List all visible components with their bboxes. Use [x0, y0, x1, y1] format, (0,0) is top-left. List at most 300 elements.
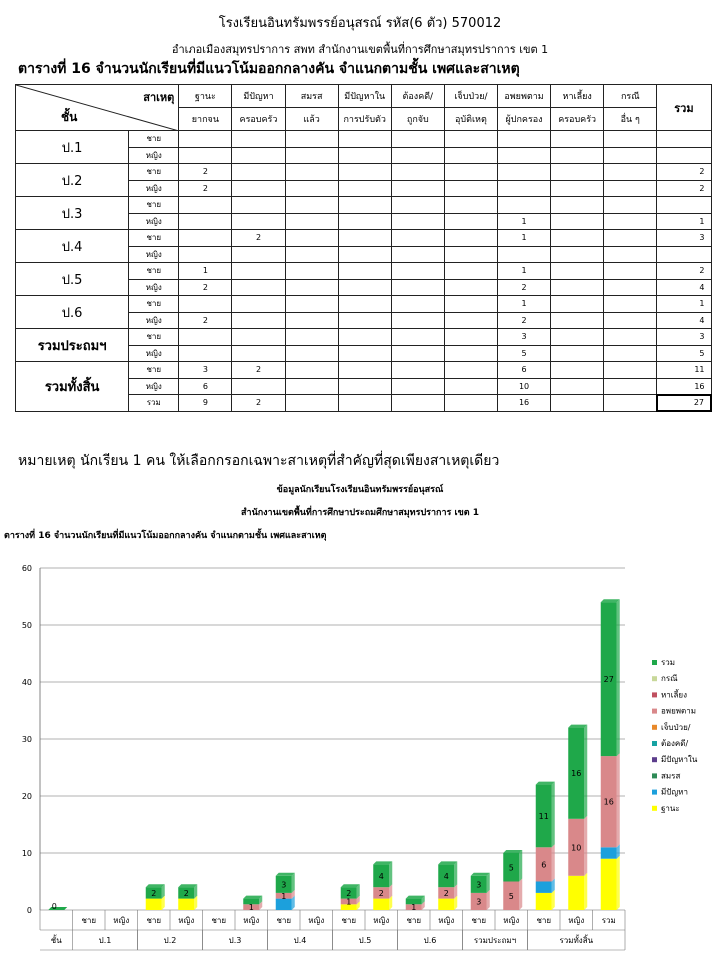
- table-row: [16, 131, 712, 148]
- value-cell: [551, 164, 604, 181]
- total-cell: 3: [657, 329, 711, 346]
- value-cell: 2: [497, 312, 550, 329]
- value-cell: [444, 329, 497, 346]
- school-header: โรงเรียนอินทรัมพรรย์อนุสรณ์ รหัส(6 ตัว) 570012: [218, 16, 502, 31]
- y-tick-label: 10: [21, 849, 32, 858]
- total-cell: [657, 131, 711, 148]
- legend-entry: ฐานะ: [661, 803, 680, 813]
- value-cell: [285, 378, 338, 395]
- value-cell: [551, 147, 604, 164]
- value-cell: [285, 362, 338, 379]
- data-label: 4: [378, 871, 384, 881]
- x-tick-label: หญิง: [308, 916, 325, 925]
- sex-label: ชาย: [129, 329, 179, 346]
- value-cell: [444, 230, 497, 247]
- value-cell: [551, 296, 604, 313]
- value-cell: [232, 378, 285, 395]
- value-cell: [232, 147, 285, 164]
- value-cell: [551, 378, 604, 395]
- legend-entry: รวม: [661, 658, 676, 667]
- sex-label: ชาย: [129, 230, 179, 247]
- legend-swatch: [652, 741, 657, 746]
- bar-segment-side: [292, 873, 295, 893]
- value-cell: 1: [179, 263, 232, 280]
- total-cell: 4: [657, 312, 711, 329]
- value-cell: [391, 213, 444, 230]
- bar-segment: [146, 899, 162, 910]
- total-cell: [657, 147, 711, 164]
- bar-segment-side: [487, 873, 490, 893]
- value-cell: [338, 395, 391, 412]
- sex-label: หญิง: [129, 246, 179, 263]
- legend-swatch: [652, 692, 657, 697]
- data-label: 16: [571, 769, 582, 779]
- y-tick-label: 0: [26, 906, 32, 915]
- x-tick-label: ชาย: [471, 916, 487, 925]
- y-tick-label: 50: [21, 621, 32, 630]
- bar-segment-side: [617, 599, 620, 756]
- sex-label: หญิง: [129, 279, 179, 296]
- cause-header-bottom: แล้ว: [285, 108, 338, 131]
- bar-segment-side: [617, 753, 620, 847]
- value-cell: [232, 263, 285, 280]
- total-cell: [657, 246, 711, 263]
- value-cell: [338, 279, 391, 296]
- corner-cell: [16, 85, 179, 131]
- y-tick-label: 60: [21, 564, 32, 573]
- table-row: [16, 296, 712, 313]
- group-label: ป.3: [228, 936, 242, 945]
- sex-label: ชาย: [129, 197, 179, 214]
- value-cell: [338, 230, 391, 247]
- chart-title-table: ตารางที่ 16 จำนวนนักเรียนที่มีแนวโน้มออกกลางคัน จำแนกตามชั้น เพศและสาเหตุ: [4, 531, 327, 541]
- data-label: 4: [443, 871, 449, 881]
- value-cell: [604, 263, 657, 280]
- value-cell: [604, 197, 657, 214]
- value-cell: [497, 246, 550, 263]
- data-label: 3: [476, 880, 482, 890]
- value-cell: 2: [232, 230, 285, 247]
- value-cell: [285, 180, 338, 197]
- legend-swatch: [652, 676, 657, 681]
- value-cell: [604, 246, 657, 263]
- value-cell: [338, 345, 391, 362]
- value-cell: [551, 180, 604, 197]
- group-label: ป.2: [163, 936, 177, 945]
- value-cell: [497, 180, 550, 197]
- data-label: 1: [411, 903, 417, 913]
- sex-label: ชาย: [129, 362, 179, 379]
- table-row: [16, 197, 712, 214]
- value-cell: [444, 197, 497, 214]
- data-label: 2: [378, 888, 384, 898]
- bar-segment-side: [519, 850, 522, 882]
- total-cell: 2: [657, 180, 711, 197]
- cause-header-top: ฐานะ: [179, 85, 232, 108]
- sex-label: หญิง: [129, 180, 179, 197]
- value-cell: [604, 296, 657, 313]
- cause-header-bottom: อุบัติเหตุ: [444, 108, 497, 131]
- legend-entry: สมรส: [661, 771, 681, 781]
- x-tick-label: ชั้น: [50, 936, 62, 945]
- dropout-table: [15, 84, 712, 412]
- x-tick-label: ชาย: [146, 916, 162, 925]
- value-cell: [604, 362, 657, 379]
- value-cell: [179, 213, 232, 230]
- bar-segment: [601, 847, 617, 858]
- value-cell: [551, 131, 604, 148]
- legend-entry: ต้องคดี/: [661, 739, 689, 748]
- district-header: อำเภอเมืองสมุทรปราการ สพท สำนักงานเขตพื้นที่การศึกษาสมุทรปราการ เขต 1: [171, 43, 549, 56]
- value-cell: [232, 345, 285, 362]
- value-cell: [444, 213, 497, 230]
- value-cell: 1: [497, 296, 550, 313]
- value-cell: [391, 378, 444, 395]
- legend-swatch: [652, 806, 657, 811]
- value-cell: [604, 395, 657, 412]
- bar-segment: [568, 876, 584, 910]
- value-cell: 2: [179, 312, 232, 329]
- total-cell: 5: [657, 345, 711, 362]
- value-cell: [391, 279, 444, 296]
- value-cell: [285, 213, 338, 230]
- value-cell: [551, 312, 604, 329]
- value-cell: [604, 312, 657, 329]
- x-tick-label: หญิง: [568, 916, 585, 925]
- value-cell: [444, 246, 497, 263]
- data-label: 1: [346, 897, 352, 907]
- x-tick-label: ชาย: [276, 916, 292, 925]
- grade-label: ป.2: [16, 164, 129, 197]
- data-label: 5: [508, 863, 514, 873]
- value-cell: [179, 147, 232, 164]
- value-cell: [179, 296, 232, 313]
- group-label: รวมประถมฯ: [473, 936, 517, 945]
- value-cell: [338, 131, 391, 148]
- data-label: 2: [443, 888, 449, 898]
- value-cell: 2: [179, 180, 232, 197]
- bar-top: [276, 873, 295, 876]
- group-label: ป.4: [293, 936, 307, 945]
- value-cell: [232, 312, 285, 329]
- bar-segment-side: [617, 856, 620, 910]
- value-cell: [285, 312, 338, 329]
- value-cell: [444, 296, 497, 313]
- value-cell: [444, 345, 497, 362]
- value-cell: [497, 197, 550, 214]
- bar-segment-side: [454, 861, 457, 887]
- value-cell: 10: [497, 378, 550, 395]
- cause-header-bottom: อื่น ๆ: [604, 108, 657, 131]
- value-cell: [604, 230, 657, 247]
- sex-label: หญิง: [129, 345, 179, 362]
- value-cell: [232, 197, 285, 214]
- y-tick-label: 30: [21, 735, 32, 744]
- legend-entry: กรณี: [661, 674, 678, 684]
- total-cell: 2: [657, 164, 711, 181]
- bar-segment-side: [584, 873, 587, 910]
- chart-title-office: สำนักงานเขตพื้นที่การศึกษาประถมศึกษาสมุทรปราการ เขต 1: [241, 508, 479, 518]
- bar-top: [438, 861, 457, 864]
- table-title: ตารางที่ 16 จำนวนนักเรียนที่มีแนวโน้มออกกลางคัน จำแนกตามชั้น เพศและสาเหตุ: [18, 61, 520, 77]
- bar-top: [341, 884, 360, 887]
- x-tick-label: รวม: [601, 916, 616, 925]
- y-tick-label: 20: [21, 792, 32, 801]
- value-cell: [604, 180, 657, 197]
- grade-label: ป.5: [16, 263, 129, 296]
- legend-swatch: [652, 773, 657, 778]
- value-cell: [285, 263, 338, 280]
- sex-label: หญิง: [129, 312, 179, 329]
- value-cell: [391, 312, 444, 329]
- data-label: 0: [51, 902, 57, 911]
- value-cell: [285, 395, 338, 412]
- x-tick-label: ชาย: [81, 916, 97, 925]
- value-cell: [551, 197, 604, 214]
- value-cell: [285, 246, 338, 263]
- sex-label: ชาย: [129, 263, 179, 280]
- sex-label: รวม: [129, 395, 179, 412]
- bar-top: [406, 896, 425, 899]
- legend-entry: หาเลี้ยง: [661, 690, 687, 700]
- total-cell: 2: [657, 263, 711, 280]
- sex-label: ชาย: [129, 296, 179, 313]
- grade-label: ป.6: [16, 296, 129, 329]
- chart-title-school: ข้อมูลนักเรียนโรงเรียนอินทรัมพรรย์อนุสรณ์: [276, 485, 444, 495]
- value-cell: [604, 329, 657, 346]
- value-cell: [338, 329, 391, 346]
- value-cell: [338, 197, 391, 214]
- table-note: หมายเหตุ นักเรียน 1 คน ให้เลือกกรอกเฉพาะสาเหตุที่สำคัญที่สุดเพียงสาเหตุเดียว: [18, 453, 500, 469]
- value-cell: [391, 329, 444, 346]
- bar-segment: [373, 899, 389, 910]
- value-cell: [232, 329, 285, 346]
- bar-segment: [536, 882, 552, 893]
- bar-top: [568, 725, 587, 728]
- value-cell: [391, 230, 444, 247]
- x-tick-label: ชาย: [536, 916, 552, 925]
- total-cell: 1: [657, 213, 711, 230]
- value-cell: [338, 147, 391, 164]
- value-cell: [179, 329, 232, 346]
- value-cell: [338, 362, 391, 379]
- value-cell: [391, 395, 444, 412]
- value-cell: [444, 312, 497, 329]
- value-cell: 3: [497, 329, 550, 346]
- grade-label: ป.4: [16, 230, 129, 263]
- bar-segment-side: [584, 725, 587, 819]
- x-tick-label: หญิง: [243, 916, 260, 925]
- corner-grade-label: ชั้น: [61, 110, 78, 124]
- table-row: [16, 230, 712, 247]
- legend-entry: มีปัญหาใน: [661, 755, 698, 765]
- stacked-bar-chart: [0, 540, 720, 960]
- bar-segment-side: [584, 816, 587, 876]
- value-cell: [604, 131, 657, 148]
- value-cell: [285, 164, 338, 181]
- x-tick-label: ชาย: [211, 916, 227, 925]
- value-cell: 9: [179, 395, 232, 412]
- value-cell: [551, 230, 604, 247]
- bar-segment-side: [552, 782, 555, 848]
- grade-label: รวมประถมฯ: [16, 329, 129, 362]
- data-label: 10: [571, 843, 582, 853]
- bar-top: [471, 873, 490, 876]
- grade-label: รวมทั้งสิ้น: [16, 362, 129, 412]
- value-cell: [338, 213, 391, 230]
- value-cell: [444, 279, 497, 296]
- data-label: 2: [346, 888, 352, 898]
- bar-segment-side: [487, 890, 490, 910]
- cause-header-bottom: ครอบครัว: [551, 108, 604, 131]
- group-label: ป.1: [98, 936, 112, 945]
- value-cell: [338, 296, 391, 313]
- value-cell: [285, 296, 338, 313]
- value-cell: [232, 164, 285, 181]
- value-cell: [285, 279, 338, 296]
- value-cell: 2: [179, 279, 232, 296]
- legend-swatch: [652, 709, 657, 714]
- bar-top: [243, 896, 262, 899]
- value-cell: [551, 329, 604, 346]
- value-cell: [232, 213, 285, 230]
- group-label: รวมทั้งสิ้น: [559, 936, 594, 945]
- bar-top: [373, 861, 392, 864]
- x-tick-label: หญิง: [113, 916, 130, 925]
- value-cell: 1: [497, 213, 550, 230]
- sex-label: หญิง: [129, 213, 179, 230]
- value-cell: 6: [497, 362, 550, 379]
- grade-label: ป.1: [16, 131, 129, 164]
- legend-swatch: [652, 790, 657, 795]
- value-cell: [391, 197, 444, 214]
- value-cell: [285, 345, 338, 362]
- value-cell: 2: [497, 279, 550, 296]
- value-cell: 3: [179, 362, 232, 379]
- bar-segment: [536, 893, 552, 910]
- value-cell: [338, 378, 391, 395]
- value-cell: [232, 296, 285, 313]
- corner-cause-label: สาเหตุ: [143, 91, 175, 104]
- data-label: 27: [603, 675, 614, 685]
- data-label: 1: [281, 891, 287, 901]
- cause-header-top: มีปัญหาใน: [338, 85, 391, 108]
- value-cell: [285, 131, 338, 148]
- value-cell: [285, 230, 338, 247]
- data-label: 3: [476, 897, 482, 907]
- group-label: ป.6: [423, 936, 437, 945]
- legend-entry: มีปัญหา: [661, 787, 688, 797]
- legend-swatch: [652, 725, 657, 730]
- cause-header-top: เจ็บป่วย/: [444, 85, 497, 108]
- data-label: 6: [541, 860, 547, 870]
- value-cell: [604, 279, 657, 296]
- total-cell: [657, 197, 711, 214]
- value-cell: [232, 246, 285, 263]
- data-label: 3: [281, 880, 287, 890]
- value-cell: [179, 197, 232, 214]
- data-label: 2: [183, 888, 189, 898]
- value-cell: [391, 164, 444, 181]
- cause-header-bottom: ถูกจับ: [391, 108, 444, 131]
- value-cell: [338, 246, 391, 263]
- value-cell: [444, 147, 497, 164]
- value-cell: [391, 147, 444, 164]
- value-cell: [285, 197, 338, 214]
- value-cell: [179, 230, 232, 247]
- data-label: 11: [538, 811, 549, 821]
- value-cell: [604, 147, 657, 164]
- value-cell: [444, 180, 497, 197]
- y-tick-label: 40: [21, 678, 32, 687]
- table-row: [16, 263, 712, 280]
- data-label: 16: [603, 797, 614, 807]
- value-cell: [179, 345, 232, 362]
- value-cell: [444, 263, 497, 280]
- value-cell: 2: [179, 164, 232, 181]
- value-cell: [604, 378, 657, 395]
- bar-top: [536, 782, 555, 785]
- table-row: [16, 164, 712, 181]
- value-cell: [444, 164, 497, 181]
- value-cell: [391, 362, 444, 379]
- cause-header-top: กรณี: [604, 85, 657, 108]
- x-tick-label: ชาย: [341, 916, 357, 925]
- value-cell: [338, 164, 391, 181]
- value-cell: [338, 180, 391, 197]
- x-tick-label: หญิง: [438, 916, 455, 925]
- bar-segment-side: [552, 844, 555, 881]
- legend-entry: เจ็บป่วย/: [661, 722, 691, 732]
- value-cell: [285, 329, 338, 346]
- value-cell: [391, 131, 444, 148]
- value-cell: [551, 246, 604, 263]
- total-cell: 3: [657, 230, 711, 247]
- value-cell: [497, 147, 550, 164]
- total-cell: 16: [657, 378, 711, 395]
- total-cell: 4: [657, 279, 711, 296]
- value-cell: [232, 279, 285, 296]
- value-cell: 16: [497, 395, 550, 412]
- bar-top: [146, 884, 165, 887]
- value-cell: 5: [497, 345, 550, 362]
- bar-top: [503, 850, 522, 853]
- value-cell: [285, 147, 338, 164]
- x-tick-label: หญิง: [373, 916, 390, 925]
- cause-header-bottom: การปรับตัว: [338, 108, 391, 131]
- value-cell: [497, 164, 550, 181]
- value-cell: [338, 312, 391, 329]
- value-cell: 1: [497, 230, 550, 247]
- value-cell: [604, 345, 657, 362]
- bar-segment-side: [389, 861, 392, 887]
- cause-header-bottom: ผู้ปกครอง: [497, 108, 550, 131]
- cause-header-top: หาเลี้ยง: [551, 85, 604, 108]
- value-cell: [604, 213, 657, 230]
- value-cell: [551, 279, 604, 296]
- value-cell: [444, 362, 497, 379]
- x-tick-label: หญิง: [503, 916, 520, 925]
- value-cell: [391, 263, 444, 280]
- cause-header-bottom: ยากจน: [179, 108, 232, 131]
- value-cell: [232, 131, 285, 148]
- x-tick-label: หญิง: [178, 916, 195, 925]
- bar-segment-side: [552, 890, 555, 910]
- value-cell: [338, 263, 391, 280]
- bar-segment: [178, 899, 194, 910]
- sex-label: หญิง: [129, 147, 179, 164]
- value-cell: [391, 345, 444, 362]
